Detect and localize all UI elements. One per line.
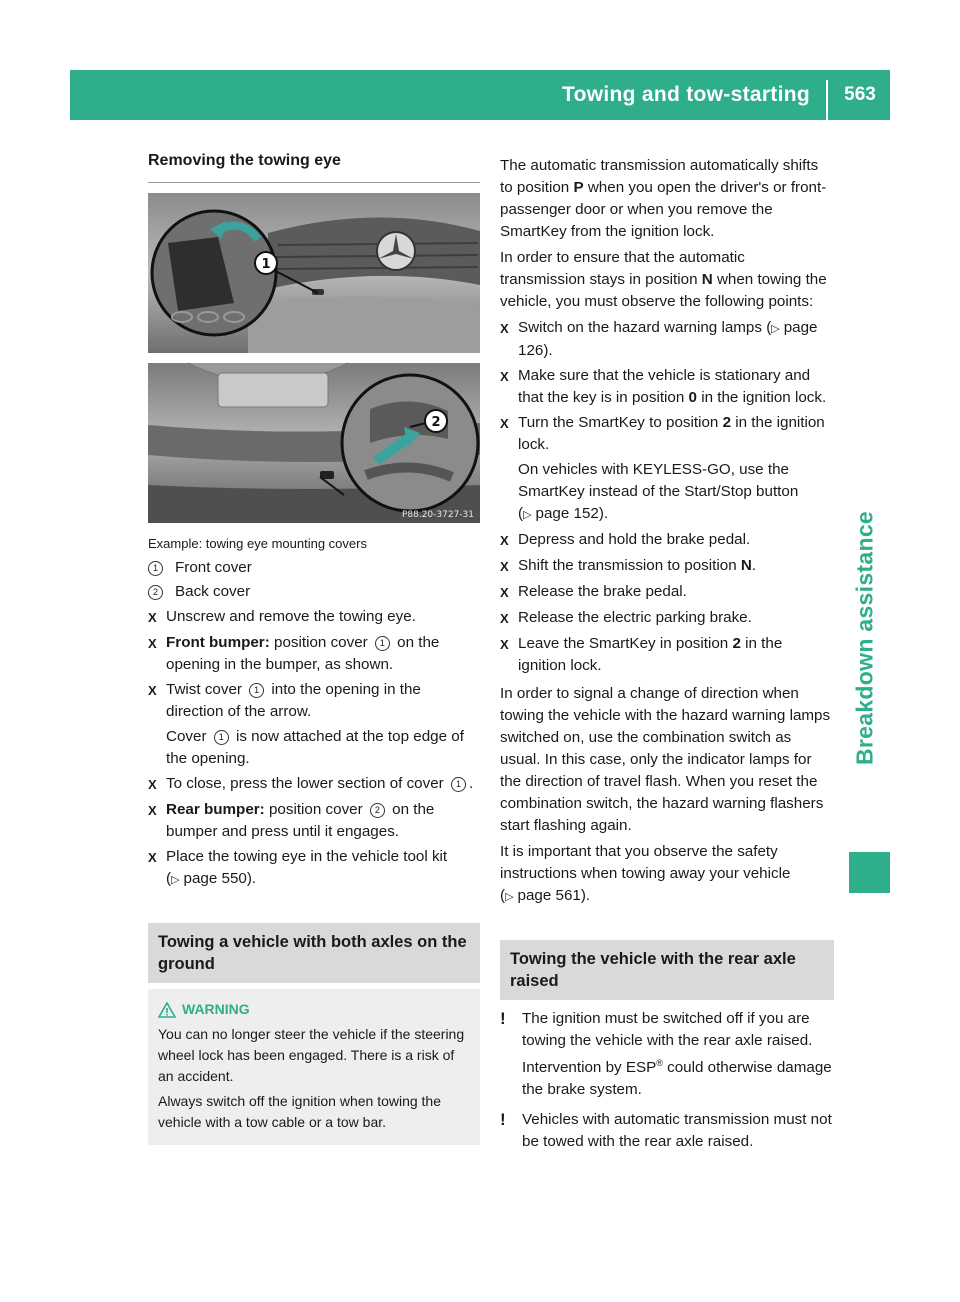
warning-text: Always switch off the ignition when towing the vehicle with a tow cable or a tow bar. [158, 1093, 442, 1130]
towing-eye-figure [148, 193, 480, 523]
step-marker: X [500, 321, 509, 336]
section-title-both-axles: Towing a vehicle with both axles on the ground [148, 923, 480, 983]
instruction-step: X Unscrew and remove the towing eye. [148, 606, 480, 629]
page-ref-triangle-icon: ▷ [505, 891, 514, 903]
instruction-step: X Depress and hold the brake pedal. [500, 529, 834, 552]
step-marker: X [500, 533, 509, 548]
instruction-step: X Twist cover 1 into the opening in the direction of the arrow. [148, 679, 480, 723]
step-note: Cover 1 is now attached at the top edge of the opening. [166, 728, 464, 767]
figure-caption: Example: towing eye mounting covers [148, 536, 367, 551]
step-marker: X [500, 611, 509, 626]
callout-1: 1 [451, 777, 466, 792]
callout-1: 1 [214, 730, 229, 745]
page-ref-triangle-icon: ▷ [523, 509, 532, 521]
section-title-rear-axle-raised: Towing the vehicle with the rear axle raised [500, 940, 834, 1000]
instruction-step: X To close, press the lower section of cover 1 . [148, 773, 480, 796]
instruction-step: X Front bumper: position cover 1 on the opening in the bumper, as shown. [148, 632, 480, 676]
paragraph: The automatic transmission automatically shifts to position P when you open the driver's or front-passenger door or when you remove the SmartKey from the ignition lock. [500, 157, 827, 240]
callout-1: 1 [375, 636, 390, 651]
page-reference-link[interactable]: page 561). [517, 887, 591, 904]
paragraph: In order to signal a change of direction when towing the vehicle with the hazard warning lamps switched on, use the combination switch as usual. In this case, only the indicator lamps for the direction of travel flash. When you reset the combination switch, the hazard warning flashers start flashing again. [500, 685, 831, 834]
section-title-removing: Removing the towing eye [148, 152, 341, 169]
legend-item [148, 581, 480, 603]
step-marker: X [148, 610, 157, 625]
step-marker: X [148, 777, 157, 792]
instruction-step: X Shift the transmission to position N. [500, 555, 834, 578]
warning-heading: WARNING [158, 999, 470, 1020]
step-marker: X [148, 636, 157, 651]
page-ref-triangle-icon: ▷ [771, 323, 780, 335]
step-marker: X [148, 850, 157, 865]
right-column [500, 153, 834, 1153]
instruction-step: X Place the towing eye in the vehicle tool kit (▷ page 550). [148, 846, 480, 891]
instruction-step: X Release the brake pedal. [500, 581, 834, 604]
page-reference-link[interactable]: page 126). [518, 319, 818, 359]
page-number: 563 [844, 84, 876, 105]
instruction-step: X Make sure that the vehicle is stationary and that the key is in position 0 in the ignition lock. [500, 365, 834, 409]
step-marker: X [500, 559, 509, 574]
legend-text: Back cover [175, 583, 251, 600]
step-marker: X [148, 683, 157, 698]
callout-2: 2 [370, 803, 385, 818]
svg-text:2: 2 [431, 415, 441, 430]
side-tab-label: Breakdown assistance [851, 511, 878, 766]
legend-item [148, 557, 480, 579]
rear-bumper-photo [148, 363, 480, 523]
step-marker: X [500, 369, 509, 384]
warning-box [148, 989, 480, 1145]
step-note: On vehicles with KEYLESS-GO, use the SmartKey instead of the Start/Stop button (▷ page 152). [518, 461, 799, 522]
callout-2: 2 [148, 585, 163, 600]
instruction-step: X Rear bumper: position cover 2 on the bumper and press until it engages. [148, 799, 480, 843]
title-rule [148, 182, 480, 183]
running-header-title: Towing and tow-starting [562, 83, 810, 106]
notice: ! Vehicles with automatic transmission must not be towed with the rear axle raised. [500, 1109, 834, 1153]
header-bar [70, 70, 890, 120]
step-marker: X [500, 585, 509, 600]
exclamation-icon: ! [500, 1009, 506, 1028]
step-marker: X [500, 637, 509, 652]
instruction-step: X Turn the SmartKey to position 2 in the ignition lock. [500, 412, 834, 456]
callout-1: 1 [249, 683, 264, 698]
page-reference-link[interactable]: page 550). [183, 870, 257, 887]
legend-text: Front cover [175, 559, 252, 576]
step-marker: X [148, 803, 157, 818]
warning-triangle-icon [158, 1002, 176, 1018]
front-bumper-photo [148, 193, 480, 353]
page-ref-triangle-icon: ▷ [171, 874, 180, 886]
instruction-step: X Leave the SmartKey in position 2 in the ignition lock. [500, 633, 834, 677]
exclamation-icon: ! [500, 1110, 506, 1130]
instruction-step: X Release the electric parking brake. [500, 607, 834, 630]
notice: ! The ignition must be switched off if you are towing the vehicle with the rear axle raised. Intervention by ESP® could otherwise damage the brake system. [500, 1008, 834, 1101]
figure-code: P88.20-3727-31 [401, 510, 474, 520]
svg-text:1: 1 [261, 257, 271, 272]
paragraph: It is important that you observe the safety instructions when towing away your vehicle (▷ page 561). [500, 843, 791, 904]
page-reference-link[interactable]: page 152). [535, 505, 609, 522]
instruction-step: X Switch on the hazard warning lamps (▷ page 126). [500, 317, 834, 362]
warning-text: You can no longer steer the vehicle if the steering wheel lock has been engaged. There is a risk of an accident. [158, 1026, 465, 1084]
header-separator [826, 80, 828, 120]
paragraph: In order to ensure that the automatic transmission stays in position N when towing the vehicle, you must observe the following points: [500, 249, 827, 310]
side-tab-marker [849, 852, 890, 893]
step-marker: X [500, 416, 509, 431]
callout-1: 1 [148, 561, 163, 576]
left-column [148, 150, 480, 1145]
